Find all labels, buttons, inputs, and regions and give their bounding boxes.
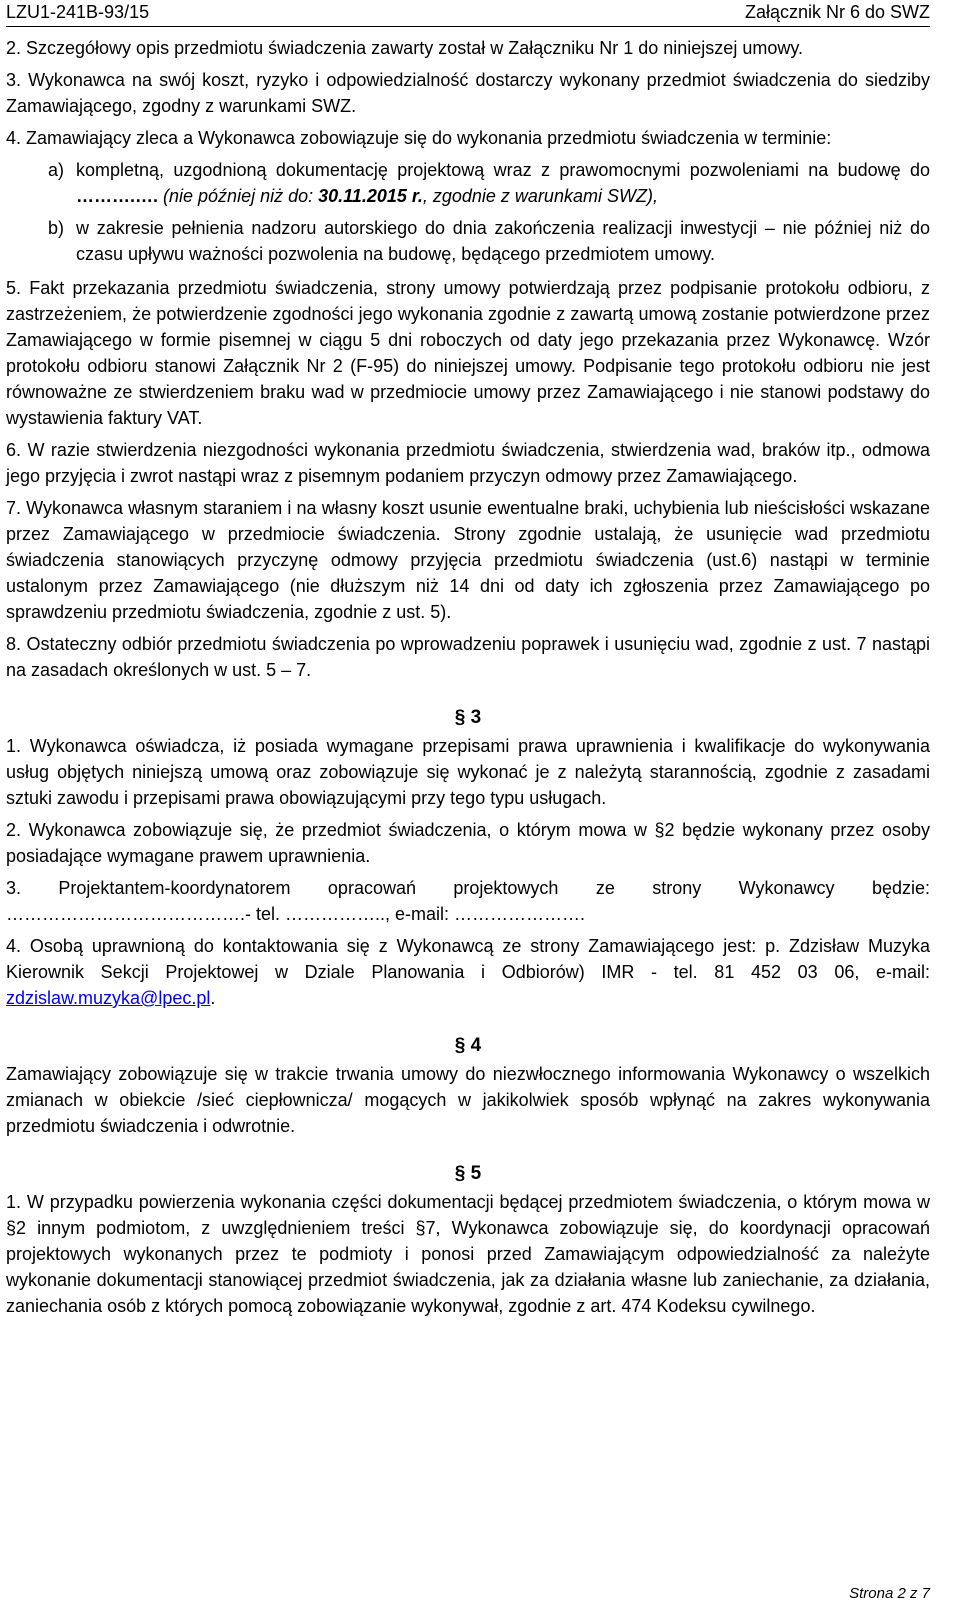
page-header [6,0,930,27]
contact-email-link[interactable]: zdzislaw.muzyka@lpec.pl [6,988,211,1008]
section-3-paragraph-1: 1. Wykonawca oświadcza, iż posiada wymagane przepisami prawa uprawnienia i kwalifikacje do wykonywania usług objętych niniejszą umową oraz zobowiązuje się wykonać je z należytą starannością, zgodnie z zasadami sztuki zawodu i przepisami prawa obowiązującymi przy tego typu usługach. [6,736,930,808]
paragraph-8: 8. Ostateczny odbiór przedmiotu świadczenia po wprowadzeniu poprawek i usunięciu wad, zgodnie z ust. 7 nastąpi na zasadach określonych w ust. 5 – 7. [6,634,930,680]
paragraph-5: 5. Fakt przekazania przedmiotu świadczenia, strony umowy potwierdzają przez podpisanie protokołu odbioru, z zastrzeżeniem, że potwierdzenie zgodności jego wykonania zgodnie z zawartą umową zostanie potwierdzone przez Zamawiającego w formie pisemnej w ciągu 5 dni roboczych od daty jego przekazania przez Wykonawcę. Wzór protokołu odbioru stanowi Załącznik Nr 2 (F-95) do niniejszej umowy. Podpisanie tego protokołu odbioru nie jest równoważne ze stwierdzeniem braku wad w przedmiocie umowy przez Zamawiającego i nie stanowi podstawy do wystawienia faktury VAT. [6,278,930,428]
section-3-paragraph-2: 2. Wykonawca zobowiązuje się, że przedmiot świadczenia, o którym mowa w §2 będzie wykonany przez osoby posiadające wymagane prawem uprawnienia. [6,820,930,866]
document-reference: LZU1-241B-93/15 [6,2,150,22]
section-3-paragraph-4 [6,933,930,1011]
section-3-paragraph-3: 3. Projektantem-koordynatorem opracowań projektowych ze strony Wykonawcy będzie: ………………………………….- tel. …………….., e-mail: …………………. [6,878,930,924]
list-marker: a) [48,160,65,180]
document-body [6,35,930,1325]
contact-text-end: . [210,988,216,1008]
list-item-b [6,215,930,267]
section-4-title: § 4 [454,1035,482,1056]
list-marker: b) [48,218,65,238]
section-5-paragraph-1: 1. W przypadku powierzenia wykonania części dokumentacji będącej przedmiotem świadczenia, o którym mowa w §2 innym podmiotom, z uwzględnieniem treści §7, Wykonawca zobowiązuje się, do koordynacji opracowań projektowych wykonanych przez te podmioty i ponosi przed Zamawiającym odpowiedzialność za należyte wykonanie dokumentacji stanowiącej przedmiot świadczenia, jak za działania własne lub zaniechanie, za działania, zaniechania osób z których pomocą zobowiązanie wykonywał, zgodnie z art. 474 Kodeksu cywilnego. [6,1192,930,1316]
term-list [6,157,930,267]
section-4-paragraph-1: Zamawiający zobowiązuje się w trakcie trwania umowy do niezwłocznego informowania Wykonawcy o wszelkich zmianach w obiekcie /sieć ciepłownicza/ mogących w jakikolwiek sposób wpłynąć na zakres wykonywania przedmiotu świadczenia i odwrotnie. [6,1064,930,1136]
list-item-a [6,157,930,209]
list-item-text [76,157,930,209]
paragraph-7: 7. Wykonawca własnym staraniem i na własny koszt usunie ewentualne braki, uchybienia lub nieścisłości wskazane przez Zamawiającego w przedmiocie świadczenia. Strony zgodnie ustalają, że usunięcie wad przedmiotu świadczenia stanowiących przyczynę odmowy przyjęcia przedmiotu świadczenia (ust.6) nastąpi w terminie ustalonym przez Zamawiającego (nie dłuższym niż 14 dni od daty ich zgłoszenia przez Zamawiającego po sprawdzeniu przedmiotu świadczenia, zgodnie z ust. 5). [6,498,930,622]
section-5-title: § 5 [454,1163,482,1184]
annex-label: Załącznik Nr 6 do SWZ [744,2,930,22]
paragraph-4: 4. Zamawiający zleca a Wykonawca zobowiązuje się do wykonania przedmiotu świadczenia w terminie: [6,128,832,148]
item-a-text-end: , zgodnie z warunkami SWZ), [422,186,658,206]
paragraph-3: 3. Wykonawca na swój koszt, ryzyko i odpowiedzialność dostarczy wykonany przedmiot świadczenia do siedziby Zamawiającego, zgodny z warunkami SWZ. [6,70,930,116]
item-a-dots: ……….…. [76,186,159,206]
contact-text: 4. Osobą uprawnioną do kontaktowania się z Wykonawcą ze strony Zamawiającego jest: p. Zdzisław Muzyka Kierownik Sekcji Projektowej w Dziale Planowania i Odbiorów) IMR - tel. 81 452 03 06, e-mail: [6,936,930,982]
paragraph-2: 2. Szczegółowy opis przedmiotu świadczenia zawarty został w Załączniku Nr 1 do niniejszej umowy. [6,38,804,58]
item-a-text: kompletną, uzgodnioną dokumentację projektową wraz z prawomocnymi pozwoleniami na budowę do [76,160,930,180]
list-item-text: w zakresie pełnienia nadzoru autorskiego do dnia zakończenia realizacji inwestycji – nie później niż do czasu upływu ważności pozwolenia na budowę, będącego przedmiotem umowy. [76,218,930,264]
paragraph-6: 6. W razie stwierdzenia niezgodności wykonania przedmiotu świadczenia, stwierdzenia wad, braków itp., odmowa jego przyjęcia i zwrot nastąpi wraz z pisemnym podaniem przyczyn odmowy przez Zamawiającego. [6,440,930,486]
item-a-date: 30.11.2015 r. [318,186,423,206]
page-number: Strona 2 z 7 [849,1585,930,1602]
section-3-title: § 3 [454,707,482,728]
item-a-deadline-label: (nie później niż do: [158,186,319,206]
